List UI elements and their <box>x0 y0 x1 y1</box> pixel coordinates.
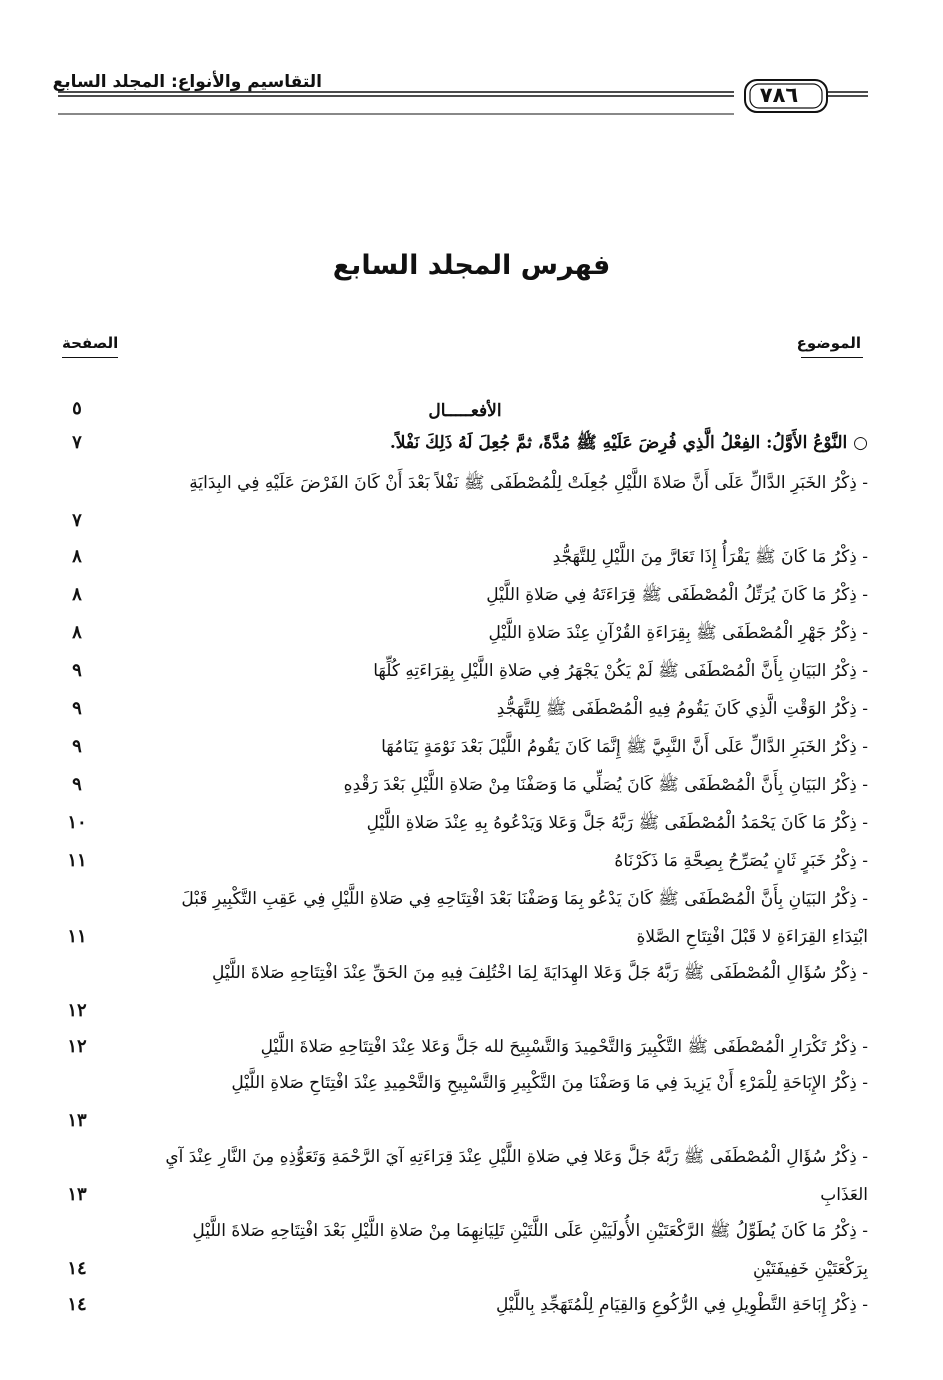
entry-page: ١٢ <box>67 1000 87 1021</box>
entry-page: ٨ <box>72 584 82 605</box>
page-column-heading: الصفحة <box>62 334 119 352</box>
index-entry <box>62 842 868 880</box>
page-heading-underline <box>62 357 118 358</box>
entry-page: ٩ <box>72 660 82 681</box>
entry-text: - ذِكْرُ مَا كَانَ يُطَوِّلُ ﷺ الرَّكْعَتَيْنِ الأُولَيَيْنِ عَلَى اللَّتَيْنِ تَلِيَانِهِمَا مِنْ صَلاةِ اللَّيْلِ بَعْدَ افْتِتَاحِهِ صَلاةَ اللَّيْلِ بِرَكْعَتَيْنِ خَفِيفَتَيْنِ <box>192 1221 868 1279</box>
entry-page: ٧ <box>72 432 82 453</box>
entry-page: ٥ <box>72 398 82 419</box>
running-title: التقاسيم والأنواع: المجلد السابع <box>52 72 322 92</box>
entry-text: - ذِكْرُ البَيَانِ بِأَنَّ الْمُصْطَفَى ﷺ لَمْ يَكُنْ يَجْهَرُ فِي صَلاةِ اللَّيْلِ بِقِرَاءَتِهِ كُلِّهَا <box>373 661 868 681</box>
entry-text: - ذِكْرُ مَا كَانَ يُرَتِّلُ الْمُصْطَفَى ﷺ قِرَاءَتَهُ فِي صَلاةِ اللَّيْلِ <box>486 585 868 605</box>
index-entry <box>62 880 868 956</box>
entry-page: ٩ <box>72 774 82 795</box>
entry-text: - ذِكْرُ مَا كَانَ ﷺ يَقْرَأُ إِذَا تَعَارَّ مِنَ اللَّيْلِ لِلتَّهَجُّدِ <box>552 547 868 567</box>
index-entry <box>62 424 868 462</box>
entry-text: - ذِكْرُ الخَبَرِ الدَّالِّ عَلَى أَنَّ صَلاةَ اللَّيْلِ جُعِلَتْ لِلْمُصْطَفَى ﷺ نَفْلاً بَعْدَ أَنْ كَانَ الفَرْضَ عَلَيْهِ فِي البِدَايَةِ <box>189 473 868 493</box>
entry-page: ٩ <box>72 698 82 719</box>
entry-page: ٨ <box>72 546 82 567</box>
index-entry <box>62 728 868 766</box>
entry-text: - ذِكْرُ خَبَرٍ ثَانٍ يُصَرِّحُ بِصِحَّةِ مَا ذَكَرْنَاهُ <box>614 851 868 871</box>
subject-column-heading: الموضوع <box>796 334 861 352</box>
entry-text: - ذِكْرُ مَا كَانَ يَحْمَدُ الْمُصْطَفَى ﷺ رَبَّهُ جَلَّ وَعَلا وَيَدْعُوهُ بِهِ عِنْدَ صَلاةِ اللَّيْلِ <box>366 813 868 833</box>
index-entry <box>62 576 868 614</box>
entry-text: - ذِكْرُ تَكْرَارِ الْمُصْطَفَى ﷺ التَّكْبِيرَ وَالتَّحْمِيدَ وَالتَّسْبِيحَ لله جَلَّ وَعَلا عِنْدَ افْتِتَاحِهِ صَلاةَ اللَّيْلِ <box>260 1037 868 1057</box>
entry-text: - ذِكْرُ إِبَاحَةِ التَّطْوِيلِ فِي الرُّكُوعِ وَالقِيَامِ لِلْمُتَهَجِّدِ بِاللَّيْلِ <box>495 1295 868 1315</box>
entry-text: - ذِكْرُ سُؤَالِ الْمُصْطَفَى ﷺ رَبَّهُ جَلَّ وَعَلا فِي صَلاةِ اللَّيْلِ عِنْدَ قِرَاءَتِهِ آيَ الرَّحْمَةِ وَتَعَوُّذِهِ مِنَ النَّارِ عِنْدَ آيِ العَذَابِ <box>165 1147 868 1205</box>
index-entry <box>62 464 868 540</box>
entry-page: ١٠ <box>67 812 87 833</box>
entry-text: - ذِكْرُ الوَقْتِ الَّذِي كَانَ يَقُومُ فِيهِ الْمُصْطَفَى ﷺ لِلتَّهَجُّدِ <box>496 699 868 719</box>
entry-page: ١٣ <box>67 1184 87 1205</box>
entry-page: ١٢ <box>67 1036 87 1057</box>
page-number: ٧٨٦ <box>759 83 799 107</box>
index-entry <box>62 690 868 728</box>
section-heading: الأفعـــــال <box>428 401 502 421</box>
index-entry <box>62 1212 868 1288</box>
entry-text: - ذِكْرُ الخَبَرِ الدَّالِّ عَلَى أَنَّ النَّبِيَّ ﷺ إِنَّمَا كَانَ يَقُومُ اللَّيْلَ بَعْدَ نَوْمَةٍ يَنَامُهَا <box>381 737 868 757</box>
index-entry <box>62 652 868 690</box>
entry-text: - ذِكْرُ البَيَانِ بِأَنَّ الْمُصْطَفَى ﷺ كَانَ يُصَلِّي مَا وَصَفْنَا مِنْ صَلاةِ اللَّيْلِ بَعْدَ رَقْدِهِ <box>343 775 868 795</box>
entry-text: - ذِكْرُ سُؤَالِ الْمُصْطَفَى ﷺ رَبَّهُ جَلَّ وَعَلا الهِدَايَةَ لِمَا اخْتُلِفَ فِيهِ مِنَ الحَقِّ عِنْدَ افْتِتَاحِهِ صَلاةَ اللَّيْلِ <box>211 963 868 983</box>
entry-page: ١١ <box>67 850 87 871</box>
subject-heading-underline <box>801 357 863 358</box>
page-title: فهرس المجلد السابع <box>332 250 611 281</box>
index-entry <box>62 1064 868 1140</box>
entry-page: ٩ <box>72 736 82 757</box>
index-entry <box>62 1138 868 1214</box>
entry-page: ١٣ <box>67 1110 87 1131</box>
index-entry <box>62 538 868 576</box>
index-entry <box>62 392 868 426</box>
entry-page: ١٤ <box>67 1294 87 1315</box>
entry-text: - ذِكْرُ جَهْرِ الْمُصْطَفَى ﷺ بِقِرَاءَةِ القُرْآنِ عِنْدَ صَلاةِ اللَّيْلِ <box>488 623 868 643</box>
entry-text: ○ النَّوْعُ الأَوَّلُ: الفِعْلُ الَّذِي فُرِضَ عَلَيْهِ ﷺ مُدَّةً، ثمَّ جُعِلَ لَهُ ذَلِكَ نَفْلاً. <box>389 433 868 453</box>
entry-page: ١٤ <box>67 1258 87 1279</box>
index-entry <box>62 954 868 1030</box>
entry-text: - ذِكْرُ البَيَانِ بِأَنَّ الْمُصْطَفَى ﷺ كَانَ يَدْعُو بِمَا وَصَفْنَا بَعْدَ افْتِتَاحِهِ فِي صَلاةِ اللَّيْلِ فِي عَقِبِ التَّكْبِيرِ قَبْلَ ابْتِدَاءِ القِرَاءَةِ لا قَبْلَ افْتِتَاحِ الصَّلاةِ <box>181 889 868 947</box>
entry-page: ١١ <box>67 926 87 947</box>
index-entry <box>62 1286 868 1324</box>
entry-text: - ذِكْرُ الإِبَاحَةِ لِلْمَرْءِ أَنْ يَزِيدَ فِي مَا وَصَفْنَا مِنَ التَّكْبِيرِ وَالتَّسْبِيحِ وَالتَّحْمِيدِ عِنْدَ افْتِتَاحِ صَلاةِ اللَّيْلِ <box>231 1073 868 1093</box>
index-entry <box>62 614 868 652</box>
entry-page: ٨ <box>72 622 82 643</box>
entry-page: ٧ <box>72 510 82 531</box>
index-entry <box>62 1028 868 1066</box>
index-entry <box>62 804 868 842</box>
index-entry <box>62 766 868 804</box>
